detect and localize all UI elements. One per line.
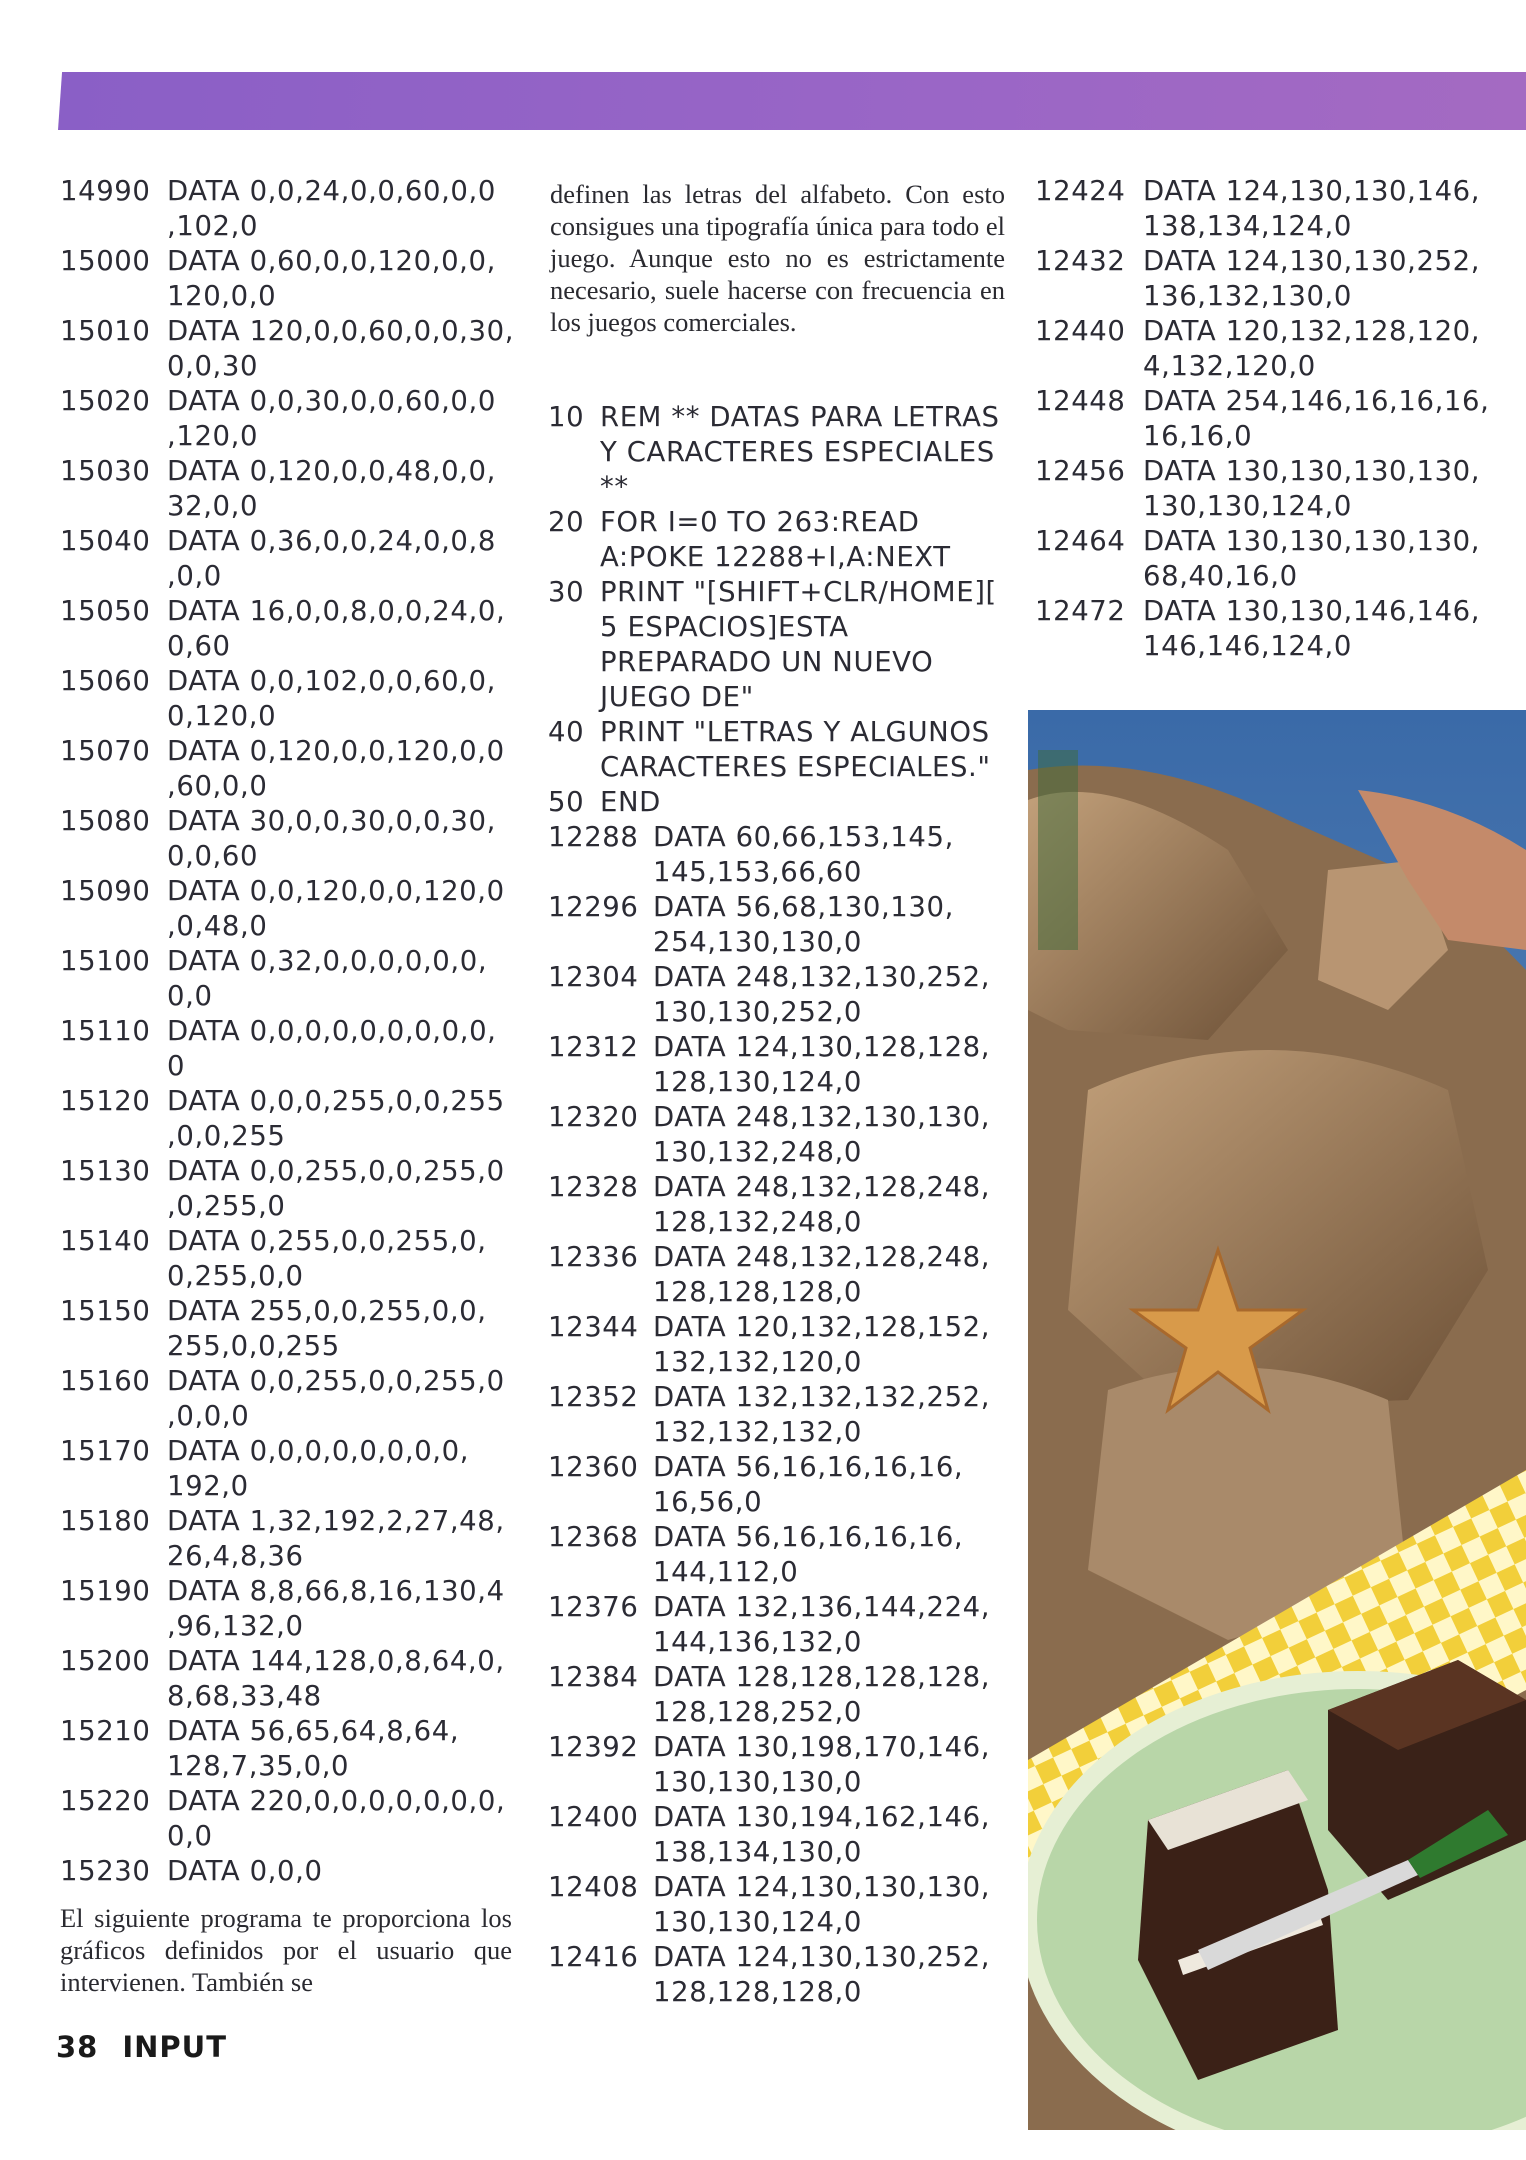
line-number: 12320	[548, 1101, 639, 1133]
code-line	[548, 1590, 1018, 1660]
line-number: 10	[548, 401, 585, 433]
code-line	[548, 785, 1018, 820]
code-line	[548, 1730, 1018, 1800]
line-code: PRINT "[SHIFT+CLR/HOME][ 5 ESPACIOS]ESTA PREPARADO UN NUEVO JUEGO DE"	[600, 576, 997, 713]
header-color-band	[58, 72, 1526, 130]
code-line	[60, 1574, 530, 1644]
line-number: 15190	[60, 1575, 151, 1607]
line-number: 15120	[60, 1085, 151, 1117]
line-number: 15030	[60, 455, 151, 487]
line-code: DATA 248,132,130,252, 130,130,252,0	[653, 961, 991, 1028]
line-code: DATA 248,132,128,248, 128,128,128,0	[653, 1241, 991, 1308]
listing-column-3	[1035, 174, 1505, 664]
line-number: 12424	[1035, 175, 1126, 207]
body-text-intro: El siguiente programa te proporciona los gráficos definidos por el usuario que intervienen. También se	[60, 1903, 512, 1997]
line-number: 12408	[548, 1871, 639, 1903]
line-code: DATA 0,0,0	[167, 1855, 323, 1887]
line-code: DATA 0,120,0,0,48,0,0, 32,0,0	[167, 455, 496, 522]
line-code: DATA 0,0,0,255,0,0,255 ,0,0,255	[167, 1085, 505, 1152]
line-number: 15000	[60, 245, 151, 277]
line-number: 12368	[548, 1521, 639, 1553]
code-line	[60, 524, 530, 594]
line-code: DATA 124,130,130,252, 136,132,130,0	[1143, 245, 1481, 312]
code-line	[548, 890, 1018, 960]
line-number: 12392	[548, 1731, 639, 1763]
code-line	[548, 1870, 1018, 1940]
line-number: 12456	[1035, 455, 1126, 487]
code-line	[60, 664, 530, 734]
code-line	[60, 594, 530, 664]
line-number: 15200	[60, 1645, 151, 1677]
line-number: 12312	[548, 1031, 639, 1063]
line-number: 12296	[548, 891, 639, 923]
line-code: DATA 120,132,128,152, 132,132,120,0	[653, 1311, 991, 1378]
line-code: DATA 0,0,120,0,0,120,0 ,0,48,0	[167, 875, 505, 942]
line-code: DATA 0,0,0,0,0,0,0,0,0, 0	[167, 1015, 497, 1082]
line-code: DATA 130,194,162,146, 138,134,130,0	[653, 1801, 991, 1868]
line-number: 15230	[60, 1855, 151, 1887]
listing-column-2	[548, 400, 1018, 2010]
code-line	[1035, 524, 1505, 594]
page-number: 38	[56, 2030, 99, 2064]
line-code: PRINT "LETRAS Y ALGUNOS CARACTERES ESPECIALES."	[600, 716, 991, 783]
line-code: DATA 144,128,0,8,64,0, 8,68,33,48	[167, 1645, 505, 1712]
line-number: 12376	[548, 1591, 639, 1623]
line-code: DATA 8,8,66,8,16,130,4 ,96,132,0	[167, 1575, 505, 1642]
line-number: 12360	[548, 1451, 639, 1483]
code-line	[60, 244, 530, 314]
page-footer	[56, 2030, 251, 2064]
code-line	[548, 1660, 1018, 1730]
body-text-continued: definen las letras del alfabeto. Con esto consigues una tipografía única para todo el juego. Aunque esto no es estrictamente necesario, suele hacerse con frecuencia en los juegos comerciales.	[550, 179, 1005, 337]
line-number: 14990	[60, 175, 151, 207]
line-number: 15060	[60, 665, 151, 697]
code-line	[1035, 174, 1505, 244]
code-line	[548, 1310, 1018, 1380]
line-code: DATA 220,0,0,0,0,0,0,0, 0,0	[167, 1785, 506, 1852]
line-number: 12352	[548, 1381, 639, 1413]
line-code: DATA 130,130,130,130, 130,130,124,0	[1143, 455, 1481, 522]
line-number: 12416	[548, 1941, 639, 1973]
line-number: 15020	[60, 385, 151, 417]
code-line	[548, 1800, 1018, 1870]
line-number: 15130	[60, 1155, 151, 1187]
code-line	[60, 1224, 530, 1294]
line-code: DATA 120,0,0,60,0,0,30, 0,0,30	[167, 315, 515, 382]
line-number: 15220	[60, 1785, 151, 1817]
line-code: END	[600, 786, 661, 818]
line-number: 15170	[60, 1435, 151, 1467]
line-code: DATA 128,128,128,128, 128,128,252,0	[653, 1661, 991, 1728]
line-number: 15080	[60, 805, 151, 837]
code-line	[60, 1014, 530, 1084]
line-code: DATA 0,0,255,0,0,255,0 ,0,255,0	[167, 1155, 505, 1222]
line-code: DATA 254,146,16,16,16, 16,16,0	[1143, 385, 1490, 452]
code-line	[1035, 594, 1505, 664]
code-line	[1035, 454, 1505, 524]
line-number: 12328	[548, 1171, 639, 1203]
line-number: 15050	[60, 595, 151, 627]
line-number: 15140	[60, 1225, 151, 1257]
code-line	[548, 1520, 1018, 1590]
line-number: 20	[548, 506, 585, 538]
code-line	[60, 1294, 530, 1364]
line-number: 15100	[60, 945, 151, 977]
data-block	[548, 820, 1018, 2010]
line-number: 15090	[60, 875, 151, 907]
line-number: 12344	[548, 1311, 639, 1343]
listing-column-1	[60, 174, 530, 1924]
code-line	[548, 1940, 1018, 2010]
code-line	[548, 1450, 1018, 1520]
line-number: 50	[548, 786, 585, 818]
line-code: DATA 130,198,170,146, 130,130,130,0	[653, 1731, 991, 1798]
line-code: DATA 60,66,153,145, 145,153,66,60	[653, 821, 954, 888]
line-code: DATA 0,0,30,0,0,60,0,0 ,120,0	[167, 385, 496, 452]
rem-block	[548, 400, 1018, 820]
line-code: DATA 1,32,192,2,27,48, 26,4,8,36	[167, 1505, 505, 1572]
line-code: DATA 0,36,0,0,24,0,0,8 ,0,0	[167, 525, 496, 592]
code-line	[60, 454, 530, 524]
line-code: REM ** DATAS PARA LETRAS Y CARACTERES ESPECIALES **	[600, 401, 1000, 503]
code-line	[1035, 314, 1505, 384]
line-code: DATA 124,130,130,130, 130,130,124,0	[653, 1871, 991, 1938]
line-code: DATA 0,60,0,0,120,0,0, 120,0,0	[167, 245, 496, 312]
line-code: DATA 0,120,0,0,120,0,0 ,60,0,0	[167, 735, 505, 802]
line-number: 12288	[548, 821, 639, 853]
line-code: DATA 0,0,24,0,0,60,0,0 ,102,0	[167, 175, 496, 242]
line-number: 12440	[1035, 315, 1126, 347]
line-code: DATA 120,132,128,120, 4,132,120,0	[1143, 315, 1481, 382]
code-line	[60, 1714, 530, 1784]
code-line	[60, 1644, 530, 1714]
line-code: DATA 130,130,130,130, 68,40,16,0	[1143, 525, 1481, 592]
line-number: 15040	[60, 525, 151, 557]
line-number: 12384	[548, 1661, 639, 1693]
code-line	[548, 400, 1018, 505]
line-number: 12304	[548, 961, 639, 993]
line-number: 15150	[60, 1295, 151, 1327]
line-code: DATA 132,136,144,224, 144,136,132,0	[653, 1591, 991, 1658]
code-line	[60, 734, 530, 804]
line-code: DATA 255,0,0,255,0,0, 255,0,0,255	[167, 1295, 487, 1362]
code-line	[548, 960, 1018, 1030]
line-code: DATA 0,0,102,0,0,60,0, 0,120,0	[167, 665, 496, 732]
line-code: DATA 56,16,16,16,16, 144,112,0	[653, 1521, 964, 1588]
code-line	[60, 174, 530, 244]
line-code: DATA 130,130,146,146, 146,146,124,0	[1143, 595, 1481, 662]
code-line	[60, 1784, 530, 1854]
code-line	[1035, 384, 1505, 454]
code-line	[60, 384, 530, 454]
code-line	[60, 1434, 530, 1504]
line-number: 12432	[1035, 245, 1126, 277]
line-number: 15160	[60, 1365, 151, 1397]
code-line	[548, 505, 1018, 575]
line-code: DATA 0,32,0,0,0,0,0,0, 0,0	[167, 945, 488, 1012]
code-line	[60, 944, 530, 1014]
line-code: DATA 124,130,130,146, 138,134,124,0	[1143, 175, 1481, 242]
line-number: 30	[548, 576, 585, 608]
line-code: DATA 0,255,0,0,255,0, 0,255,0,0	[167, 1225, 487, 1292]
line-number: 40	[548, 716, 585, 748]
line-number: 15070	[60, 735, 151, 767]
line-number: 15110	[60, 1015, 151, 1047]
line-code: DATA 124,130,130,252, 128,128,128,0	[653, 1941, 991, 2008]
code-line	[548, 1380, 1018, 1450]
code-line	[548, 1100, 1018, 1170]
line-number: 15010	[60, 315, 151, 347]
line-code: DATA 56,16,16,16,16, 16,56,0	[653, 1451, 964, 1518]
line-code: DATA 56,65,64,8,64, 128,7,35,0,0	[167, 1715, 460, 1782]
code-line	[60, 314, 530, 384]
line-code: DATA 248,132,128,248, 128,132,248,0	[653, 1171, 991, 1238]
line-code: DATA 16,0,0,8,0,0,24,0, 0,60	[167, 595, 506, 662]
code-line	[548, 1170, 1018, 1240]
line-number: 12472	[1035, 595, 1126, 627]
still-life-photo	[1028, 710, 1526, 2130]
line-code: DATA 56,68,130,130, 254,130,130,0	[653, 891, 954, 958]
magazine-brand: INPUT	[122, 2030, 228, 2064]
line-code: DATA 0,0,0,0,0,0,0,0, 192,0	[167, 1435, 470, 1502]
line-code: DATA 0,0,255,0,0,255,0 ,0,0,0	[167, 1365, 505, 1432]
line-number: 15210	[60, 1715, 151, 1747]
line-code: DATA 248,132,130,130, 130,132,248,0	[653, 1101, 991, 1168]
line-code: DATA 124,130,128,128, 128,130,124,0	[653, 1031, 991, 1098]
code-line	[548, 715, 1018, 785]
code-line	[60, 874, 530, 944]
code-line	[60, 1504, 530, 1574]
code-line	[60, 804, 530, 874]
code-line	[548, 1240, 1018, 1310]
line-code: DATA 30,0,0,30,0,0,30, 0,0,60	[167, 805, 496, 872]
code-line	[60, 1084, 530, 1154]
code-line	[548, 820, 1018, 890]
line-number: 12400	[548, 1801, 639, 1833]
code-line	[60, 1154, 530, 1224]
line-number: 15180	[60, 1505, 151, 1537]
code-line	[548, 575, 1018, 715]
code-line	[1035, 244, 1505, 314]
code-line	[60, 1364, 530, 1434]
line-code: DATA 132,132,132,252, 132,132,132,0	[653, 1381, 991, 1448]
line-code: FOR I=0 TO 263:READ A:POKE 12288+I,A:NEXT	[600, 506, 951, 573]
line-number: 12464	[1035, 525, 1126, 557]
code-line	[548, 1030, 1018, 1100]
line-number: 12336	[548, 1241, 639, 1273]
line-number: 12448	[1035, 385, 1126, 417]
